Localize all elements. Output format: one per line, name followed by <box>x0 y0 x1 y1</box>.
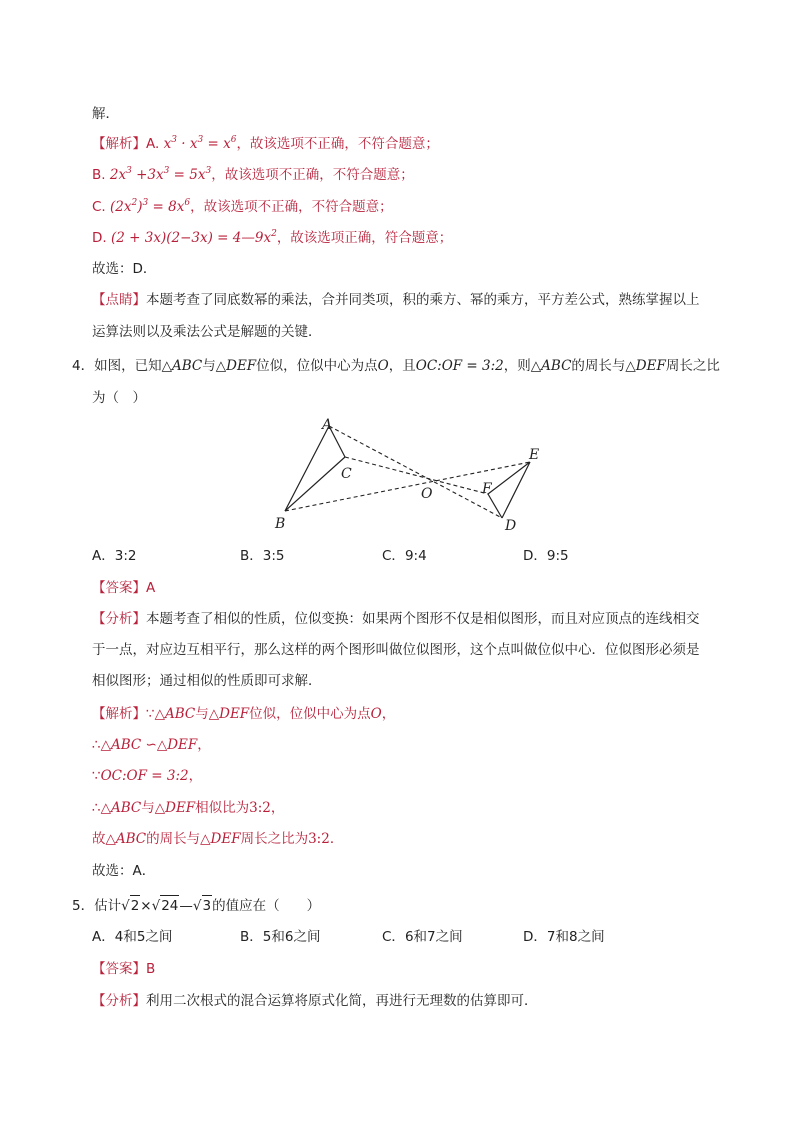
q3-b-line <box>92 165 414 187</box>
q4-option-a-text: 3:2 <box>114 548 137 564</box>
q4-stem-text-f: 周长之比 <box>665 358 720 374</box>
edge-de <box>502 462 530 518</box>
q5-option-a-text: 4和5之间 <box>114 929 173 945</box>
s5-end: ． <box>329 831 344 847</box>
dash-cf <box>345 457 488 494</box>
q3-line-jie <box>92 104 119 124</box>
q4-stem-end: 为（ ） <box>92 390 146 406</box>
point-o: O <box>377 358 389 374</box>
answer-tag: 【答案】 <box>92 580 146 596</box>
c-comment: ，故该选项不正确，不符合题意； <box>190 199 393 215</box>
sqrt-3: 3 <box>202 895 213 916</box>
q5-option-d-text: 7和8之间 <box>546 929 605 945</box>
q3-dianjing-1 <box>92 290 700 310</box>
dianjing-text-2: 运算法则以及乘法公式是解题的关键． <box>92 324 322 340</box>
s1-o: O <box>370 706 382 722</box>
q4-option-a-label: A． <box>92 548 115 564</box>
edge-ef <box>488 462 530 494</box>
q4-option-b-text: 3:5 <box>262 548 285 564</box>
because-symbol-2: ∵ <box>92 768 101 784</box>
d-comment: ，故该选项正确，符合题意； <box>276 230 453 246</box>
q4-fenxi-3 <box>92 671 322 691</box>
q5-stem-a: 估计 <box>94 898 122 914</box>
minus-sign: — <box>179 898 193 914</box>
q5-option-b <box>240 927 320 947</box>
triangle-def-2: △DEF <box>625 358 666 374</box>
dianjing-text-1: 本题考查了同底数幂的乘法，合并同类项，积的乘方、幂的乘方，平方差公式，熟练掌握以上 <box>146 292 700 308</box>
sqrt-symbol-1: √ <box>121 898 130 914</box>
q5-option-a <box>92 927 172 947</box>
s3-end: ， <box>188 768 203 784</box>
q4-option-b <box>240 546 285 566</box>
q3-c-line <box>92 197 393 219</box>
q4-option-c-label: C． <box>382 548 405 564</box>
q4-jiexi-2 <box>92 735 211 755</box>
q4-jiexi-1 <box>92 704 395 724</box>
q4-jiexi-3 <box>92 766 202 786</box>
q4-option-b-label: B． <box>240 548 263 564</box>
label-b: B <box>275 516 286 532</box>
s1-def: △DEF <box>208 706 250 722</box>
because-symbol: ∵ <box>146 706 155 722</box>
s5-abc: △ABC <box>105 831 147 847</box>
q5-option-a-label: A． <box>92 929 115 945</box>
label-e: E <box>529 447 540 463</box>
q5-option-c-text: 6和7之间 <box>404 929 463 945</box>
q5-fenxi-text: 利用二次根式的混合运算将原式化简，再进行无理数的估算即可． <box>146 993 538 1009</box>
sqrt-2: 2 <box>130 895 141 916</box>
q5-answer-tag: 【答案】 <box>92 961 146 977</box>
q5-fenxi <box>92 991 538 1011</box>
s1-yu: 与 <box>195 706 209 722</box>
q5-stem-b: 的值应在（ ） <box>212 898 321 914</box>
q4-option-a <box>92 546 136 566</box>
ratio-expr: OC:OF = 3:2 <box>415 358 504 374</box>
formula-a: $x^3 \cdot x^3 = x^6$ <box>163 135 237 152</box>
q4-choose-text: 故选：A． <box>92 863 156 879</box>
q4-option-c-text: 9:4 <box>404 548 427 564</box>
b-comment: ，故该选项不正确，不符合题意； <box>211 167 414 183</box>
s3-expr: OC:OF = 3:2 <box>100 768 189 784</box>
sqrt-24: 24 <box>160 895 179 916</box>
dianjing-tag: 【点睛】 <box>92 292 146 308</box>
label-a: A <box>322 417 333 433</box>
label-o: O <box>421 486 433 502</box>
q4-option-d <box>523 546 569 566</box>
fenxi-text-2: 于一点，对应边互相平行，那么这样的两个图形叫做位似图形，这个点叫做位似中心．位似图形必须是 <box>92 642 700 658</box>
q4-stem-text-b: 位似，位似中心为点 <box>256 358 378 374</box>
q4-stem-1 <box>72 356 720 376</box>
label-f: F <box>482 481 492 497</box>
q3-jie-text: 解． <box>92 106 119 122</box>
q5-option-d <box>523 927 605 947</box>
a-comment: ，故该选项不正确，不符合题意； <box>236 136 439 152</box>
triangle-def: △DEF <box>215 358 257 374</box>
formula-c: $(2x^2)^3 = 8x^6$ <box>110 198 191 215</box>
q5-answer <box>92 959 155 979</box>
q5-option-d-label: D． <box>523 929 547 945</box>
s5-ratio: 3:2 <box>308 831 330 847</box>
s1-end: ， <box>381 706 396 722</box>
label-c: C <box>341 466 352 482</box>
edge-ab <box>285 426 329 511</box>
q4-stem-text: 如图，已知 <box>94 358 162 374</box>
s1-abc: △ABC <box>154 706 196 722</box>
q5-answer-value: B <box>146 961 156 977</box>
option-a-label: A. <box>146 136 160 152</box>
q3-d-line <box>92 228 452 250</box>
q4-fenxi-1 <box>92 609 700 629</box>
q4-jiexi-4 <box>92 798 284 818</box>
q4-stem-2 <box>92 388 146 408</box>
q4-stem-text-d: ，则 <box>503 358 531 374</box>
s5-text-a: 的周长与 <box>146 831 201 847</box>
s4-text: 相似比为 <box>195 800 250 816</box>
q4-stem-text-c: ，且 <box>388 358 416 374</box>
q5-option-c <box>382 927 463 947</box>
sqrt-symbol-2: √ <box>151 898 161 914</box>
sqrt-symbol-3: √ <box>192 898 202 914</box>
q4-option-d-text: 9:5 <box>546 548 569 564</box>
q4-option-c <box>382 546 427 566</box>
q3-jiexi-a <box>92 134 439 156</box>
times-sign: × <box>140 898 152 914</box>
q5-option-b-text: 5和6之间 <box>262 929 321 945</box>
option-d-label: D. <box>92 230 107 246</box>
s4-def: △DEF <box>154 800 196 816</box>
fenxi-text-3: 相似图形；通过相似的性质即可求解． <box>92 673 322 689</box>
q5-fenxi-tag: 【分析】 <box>92 993 146 1009</box>
q4-fenxi-2 <box>92 640 700 660</box>
dash-ad <box>329 426 502 518</box>
formula-d: $(2 + 3x)(2-3x) = 4—9x^2$ <box>110 229 277 246</box>
s4-ratio: 3:2 <box>249 800 271 816</box>
q4-stem-text-e: 的周长与 <box>571 358 626 374</box>
triangle-abc: △ABC <box>161 358 203 374</box>
option-c-label: C. <box>92 199 106 215</box>
jiexi-tag: 【解析】 <box>92 136 146 152</box>
q5-option-b-label: B． <box>240 929 263 945</box>
fenxi-tag: 【分析】 <box>92 611 146 627</box>
q4-number: 4． <box>72 358 95 374</box>
s4-abc: △ABC <box>100 800 142 816</box>
triangle-abc-2: △ABC <box>530 358 572 374</box>
q5-stem <box>72 895 320 916</box>
s4-end: ， <box>270 800 285 816</box>
s2-end: ， <box>197 737 211 753</box>
q3-choose <box>92 259 156 279</box>
s5-text-b: 周长之比为 <box>240 831 309 847</box>
s2-abc: △ABC <box>100 737 142 753</box>
fenxi-text-1: 本题考查了相似的性质，位似变换：如果两个图形不仅是相似图形，而且对应顶点的连线相交 <box>146 611 700 627</box>
s1-text: 位似，位似中心为点 <box>249 706 371 722</box>
q4-yu: 与 <box>202 358 216 374</box>
therefore-symbol: ∴ <box>92 737 101 753</box>
q4-choose <box>92 861 155 881</box>
q3-choose-text: 故选：D． <box>92 261 157 277</box>
similar-symbol: ∽ <box>145 737 157 753</box>
label-d: D <box>505 518 517 534</box>
option-b-label: B. <box>92 167 106 183</box>
answer-value: A <box>146 580 156 596</box>
formula-b: $2x^3 +3x^3 = 5x^3$ <box>109 166 212 183</box>
edge-bc <box>285 457 345 511</box>
s5-def: △DEF <box>200 831 241 847</box>
q5-option-c-label: C． <box>382 929 405 945</box>
similarity-figure <box>270 414 550 536</box>
q3-dianjing-2 <box>92 322 322 342</box>
therefore-symbol-2: ∴ <box>92 800 101 816</box>
q4-jiexi-5 <box>92 829 343 849</box>
s5-prefix: 故 <box>92 831 106 847</box>
edge-fd <box>488 494 502 518</box>
jiexi-tag-q4: 【解析】 <box>92 706 146 722</box>
q4-answer <box>92 578 155 598</box>
q4-option-d-label: D． <box>523 548 547 564</box>
q5-number: 5． <box>72 898 95 914</box>
s2-def: △DEF <box>156 737 198 753</box>
s4-yu: 与 <box>141 800 155 816</box>
